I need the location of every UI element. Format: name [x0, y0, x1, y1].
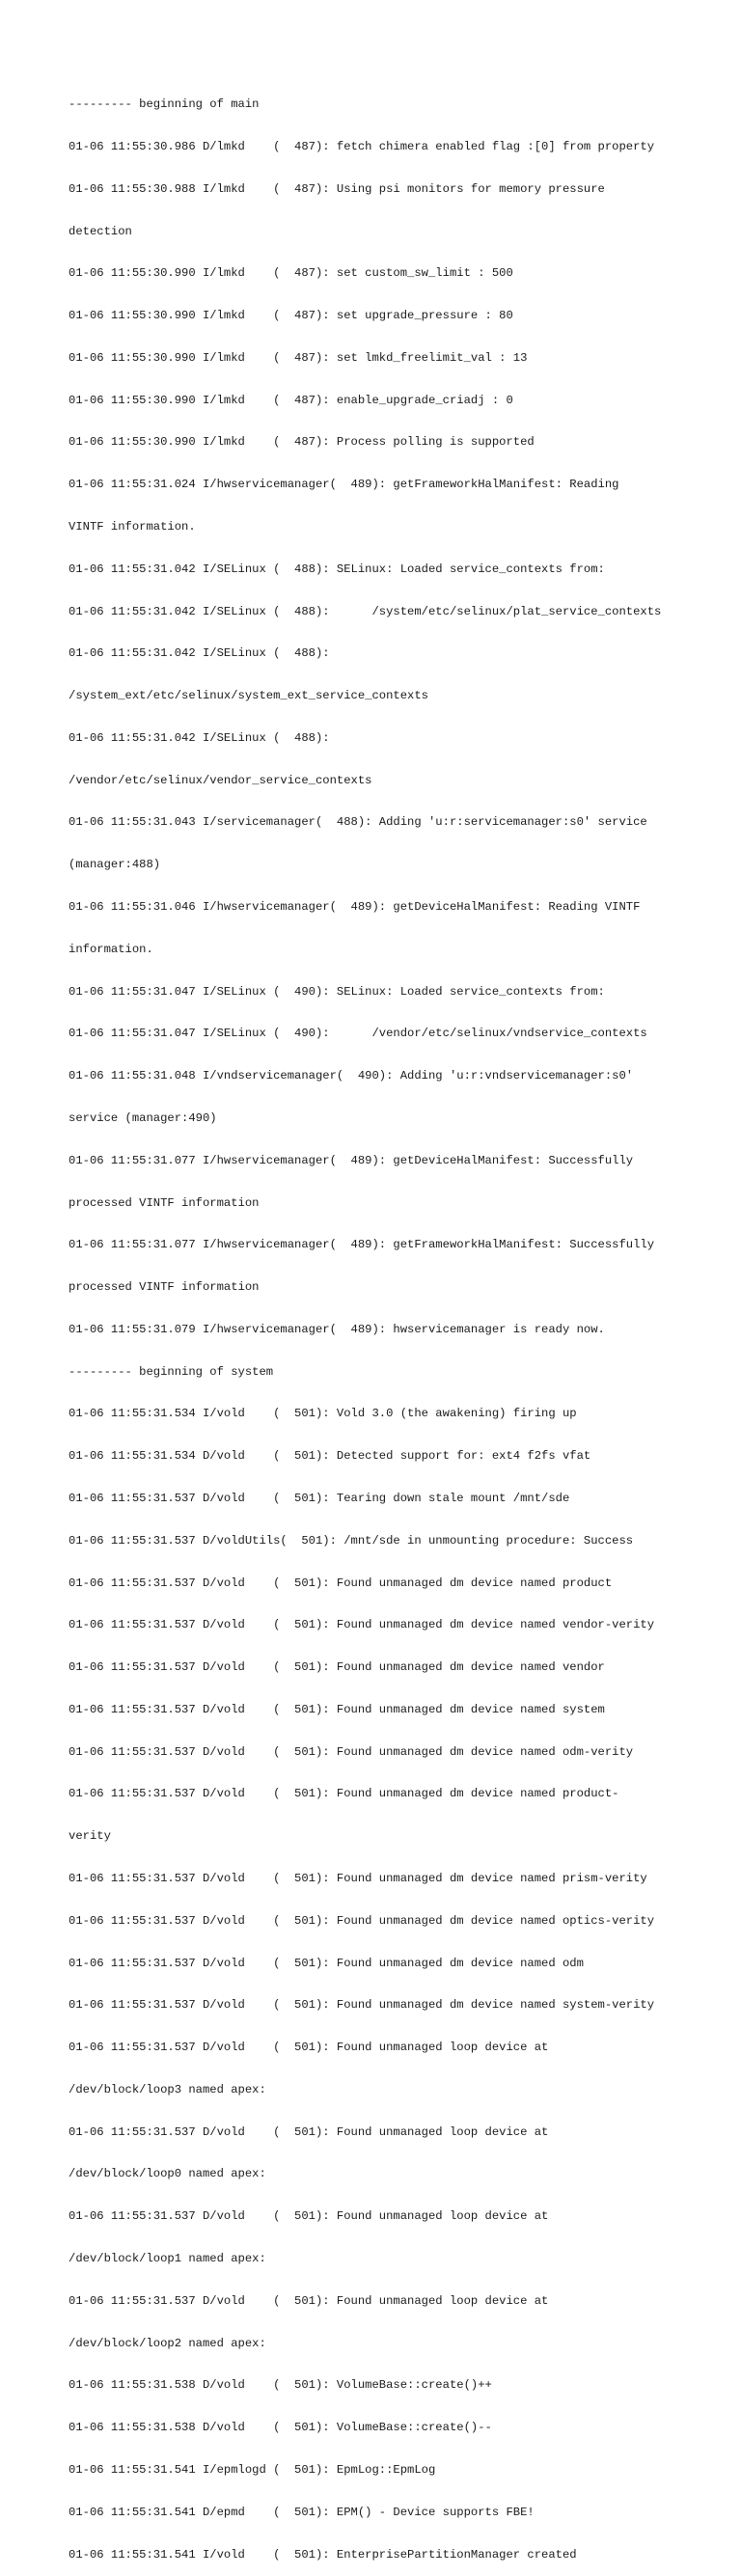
log-line: 01-06 11:55:31.537 D/vold ( 501): Found unmanaged dm device named odm-verity [69, 1744, 634, 1759]
log-line: detection [69, 224, 132, 238]
log-line: 01-06 11:55:31.042 I/SELinux ( 488): SELinux: Loaded service_contexts from: [69, 562, 605, 576]
log-line: 01-06 11:55:30.990 I/lmkd ( 487): set upgrade_pressure : 80 [69, 309, 513, 323]
log-line: 01-06 11:55:31.537 D/vold ( 501): Found unmanaged dm device named system-verity [69, 1998, 655, 2013]
log-line: 01-06 11:55:31.537 D/vold ( 501): Found unmanaged dm device named product- [69, 1787, 619, 1801]
log-line: 01-06 11:55:31.537 D/vold ( 501): Tearing down stale mount /mnt/sde [69, 1491, 570, 1505]
log-line: 01-06 11:55:31.047 I/SELinux ( 490): /vendor/etc/selinux/vndservice_contexts [69, 1027, 647, 1041]
log-line: 01-06 11:55:30.990 I/lmkd ( 487): enable_upgrade_criadj : 0 [69, 393, 513, 407]
log-line: 01-06 11:55:31.541 D/epmd ( 501): EPM() - Device supports FBE! [69, 2505, 535, 2519]
log-line: /dev/block/loop1 named apex: [69, 2252, 266, 2266]
log-line: 01-06 11:55:31.537 D/vold ( 501): Found unmanaged dm device named optics-verity [69, 1913, 655, 1928]
log-line: --------- beginning of main [69, 97, 260, 112]
log-line: 01-06 11:55:30.990 I/lmkd ( 487): Process polling is supported [69, 435, 535, 450]
log-line: (manager:488) [69, 858, 161, 872]
log-line: /dev/block/loop3 named apex: [69, 2082, 266, 2096]
log-line: 01-06 11:55:31.042 I/SELinux ( 488): [69, 646, 330, 661]
log-line: 01-06 11:55:31.079 I/hwservicemanager( 489): hwservicemanager is ready now. [69, 1322, 605, 1336]
log-line: 01-06 11:55:31.042 I/SELinux ( 488): [69, 730, 330, 745]
log-line: 01-06 11:55:30.990 I/lmkd ( 487): set custom_sw_limit : 500 [69, 266, 513, 281]
log-line: 01-06 11:55:31.541 I/vold ( 501): EnterprisePartitionManager created [69, 2547, 577, 2562]
log-line: verity [69, 1829, 111, 1844]
log-line: /vendor/etc/selinux/vendor_service_contexts [69, 773, 372, 787]
log-line: 01-06 11:55:30.988 I/lmkd ( 487): Using psi monitors for memory pressure [69, 181, 605, 196]
log-line: 01-06 11:55:31.537 D/vold ( 501): Found unmanaged loop device at [69, 2041, 549, 2055]
log-line: 01-06 11:55:31.537 D/voldUtils( 501): /mnt/sde in unmounting procedure: Success [69, 1533, 634, 1548]
log-line: 01-06 11:55:31.534 D/vold ( 501): Detected support for: ext4 f2fs vfat [69, 1449, 591, 1464]
log-line: 01-06 11:55:31.077 I/hwservicemanager( 489): getDeviceHalManifest: Successfully [69, 1153, 634, 1167]
log-line: processed VINTF information [69, 1195, 260, 1210]
log-line: 01-06 11:55:31.541 I/epmlogd ( 501): EpmLog::EpmLog [69, 2462, 436, 2477]
log-line: 01-06 11:55:31.024 I/hwservicemanager( 489): getFrameworkHalManifest: Reading [69, 478, 619, 492]
log-line: 01-06 11:55:31.047 I/SELinux ( 490): SELinux: Loaded service_contexts from: [69, 984, 605, 999]
log-line: 01-06 11:55:31.537 D/vold ( 501): Found unmanaged dm device named prism-verity [69, 1872, 647, 1885]
log-line: service (manager:490) [69, 1110, 217, 1125]
log-line: 01-06 11:55:31.537 D/vold ( 501): Found unmanaged dm device named odm [69, 1956, 584, 1970]
log-line: 01-06 11:55:30.990 I/lmkd ( 487): set lmkd_freelimit_val : 13 [69, 350, 528, 365]
log-line: 01-06 11:55:31.538 D/vold ( 501): VolumeBase::create()-- [69, 2421, 492, 2435]
log-line: 01-06 11:55:31.538 D/vold ( 501): VolumeBase::create()++ [69, 2378, 492, 2393]
log-line: 01-06 11:55:31.534 I/vold ( 501): Vold 3.0 (the awakening) firing up [69, 1407, 577, 1421]
log-line: 01-06 11:55:31.077 I/hwservicemanager( 489): getFrameworkHalManifest: Successfully [69, 1238, 655, 1252]
log-line: 01-06 11:55:31.537 D/vold ( 501): Found unmanaged loop device at [69, 2293, 549, 2308]
log-output [69, 69, 725, 2576]
log-line: 01-06 11:55:31.046 I/hwservicemanager( 489): getDeviceHalManifest: Reading VINTF [69, 900, 641, 915]
log-line: 01-06 11:55:31.537 D/vold ( 501): Found unmanaged dm device named vendor-verity [69, 1618, 655, 1632]
log-line: 01-06 11:55:31.537 D/vold ( 501): Found unmanaged loop device at [69, 2209, 549, 2224]
log-line: --------- beginning of system [69, 1364, 274, 1379]
log-line: 01-06 11:55:31.537 D/vold ( 501): Found unmanaged dm device named product [69, 1576, 613, 1590]
log-line: 01-06 11:55:31.537 D/vold ( 501): Found unmanaged dm device named system [69, 1702, 605, 1716]
log-line: 01-06 11:55:30.986 D/lmkd ( 487): fetch chimera enabled flag :[0] from property [69, 139, 655, 153]
log-line: 01-06 11:55:31.537 D/vold ( 501): Found unmanaged dm device named vendor [69, 1660, 605, 1675]
log-line: /dev/block/loop2 named apex: [69, 2336, 266, 2350]
log-line: processed VINTF information [69, 1280, 260, 1295]
log-line: /system_ext/etc/selinux/system_ext_service_contexts [69, 689, 428, 703]
log-line: 01-06 11:55:31.048 I/vndservicemanager( 490): Adding 'u:r:vndservicemanager:s0' [69, 1069, 634, 1083]
log-line: /dev/block/loop0 named apex: [69, 2167, 266, 2181]
log-line: 01-06 11:55:31.537 D/vold ( 501): Found unmanaged loop device at [69, 2124, 549, 2139]
log-line: 01-06 11:55:31.042 I/SELinux ( 488): /system/etc/selinux/plat_service_contexts [69, 604, 662, 618]
log-line: 01-06 11:55:31.043 I/servicemanager( 488): Adding 'u:r:servicemanager:s0' service [69, 815, 647, 830]
log-line: VINTF information. [69, 520, 196, 534]
log-line: information. [69, 942, 153, 956]
